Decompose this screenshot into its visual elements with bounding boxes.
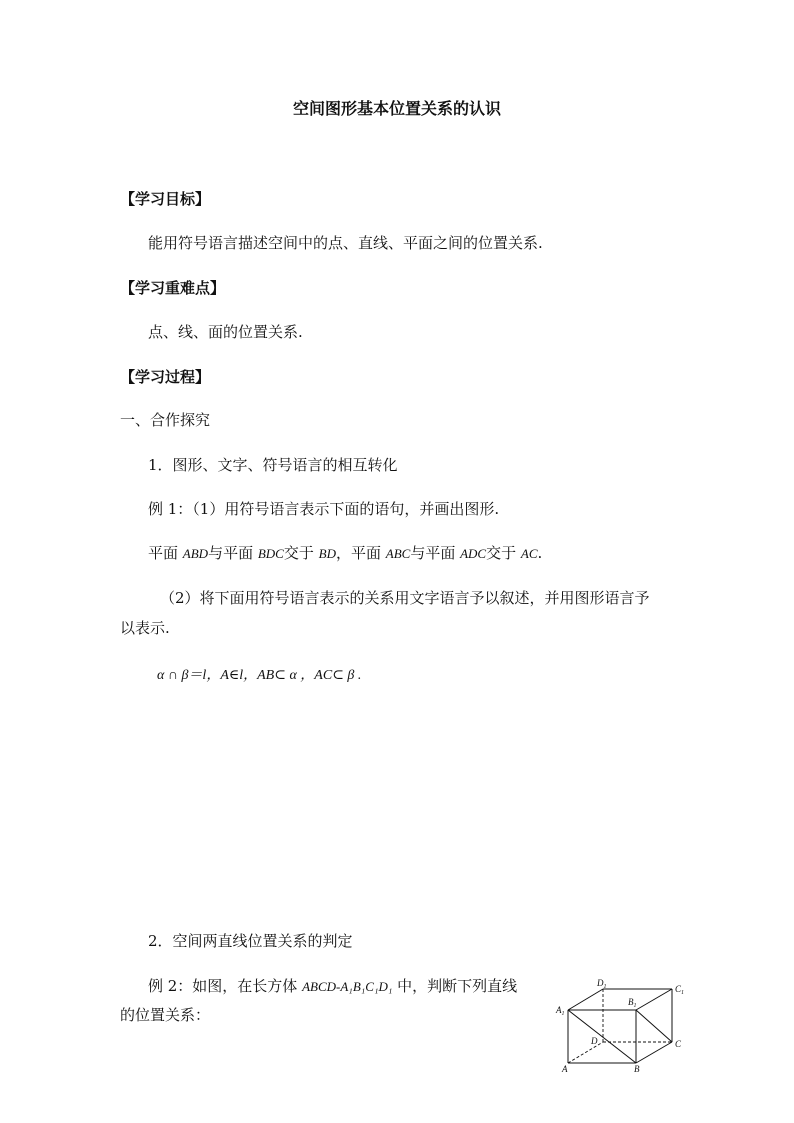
line-label: BD: [318, 546, 336, 561]
vertex-label-c1: $C_1$: [675, 984, 685, 996]
diagonal-a1b: [568, 1010, 636, 1063]
objective-text: 能用符号语言描述空间中的点、直线、平面之间的位置关系.: [148, 234, 543, 252]
cuboid-figure: [548, 976, 698, 1076]
process-heading: 【学习过程】: [120, 368, 211, 386]
example-two-line2: 的位置关系：: [120, 1006, 211, 1024]
vertex-label-b1: $B_1$: [628, 997, 637, 1009]
line-label: AC: [520, 546, 538, 561]
example-two-line1: [148, 975, 517, 996]
plane-label: ADC: [460, 546, 487, 561]
text-segment: 中，判断下列直线: [392, 977, 518, 995]
plane-label: BDC: [257, 546, 284, 561]
symbol-expression: α ∩ β＝l，A∈l，AB⊂ α ，AC⊂ β .: [157, 668, 362, 683]
part-one-heading: 一、合作探究: [120, 411, 211, 429]
text-segment: ，平面: [335, 544, 386, 562]
vertex-label-a: A: [562, 1064, 568, 1074]
text-segment: .: [537, 544, 543, 562]
text-segment: 交于: [486, 544, 521, 562]
text-segment: 平面: [148, 544, 183, 562]
page-title: 空间图形基本位置关系的认识: [292, 99, 501, 118]
diagonal-b1c: [636, 1010, 672, 1042]
item-two: 2．空间两直线位置关系的判定: [148, 932, 353, 950]
item-one: 1．图形、文字、符号语言的相互转化: [148, 456, 398, 474]
vertex-label-a1: $A_1$: [556, 1005, 565, 1017]
objective-heading: 【学习目标】: [120, 190, 211, 208]
keypoints-heading: 【学习重难点】: [120, 279, 226, 297]
text-segment: 交于: [283, 544, 319, 562]
solid-label: ABCD-A₁B₁C₁D₁: [302, 979, 393, 994]
vertex-label-c: C: [675, 1039, 682, 1049]
example-one-intro: 例 1：（1）用符号语言表示下面的语句，并画出图形.: [148, 500, 500, 518]
vertex-label-b: B: [634, 1064, 640, 1074]
example-one-statement: [148, 542, 542, 563]
hidden-edge-ad: [568, 1042, 603, 1063]
edge-bc: [636, 1042, 672, 1063]
plane-label: ABC: [385, 546, 411, 561]
text-segment: 与平面: [410, 544, 461, 562]
keypoints-text: 点、线、面的位置关系.: [148, 323, 303, 341]
example-one-part2-line2: 以表示.: [120, 619, 170, 637]
edge-b1c1: [636, 989, 672, 1010]
example-one-part2-line1: （2）将下面用符号语言表示的关系用文字语言予以叙述，并用图形语言予: [160, 589, 650, 607]
plane-label: ABD: [182, 546, 209, 561]
edge-a1d1: [568, 989, 603, 1010]
text-segment: 例 2：如图，在长方体: [148, 977, 303, 995]
text-segment: 与平面: [208, 544, 258, 562]
vertex-label-d1: $D_1$: [597, 978, 607, 990]
vertex-label-d: D: [591, 1036, 598, 1046]
